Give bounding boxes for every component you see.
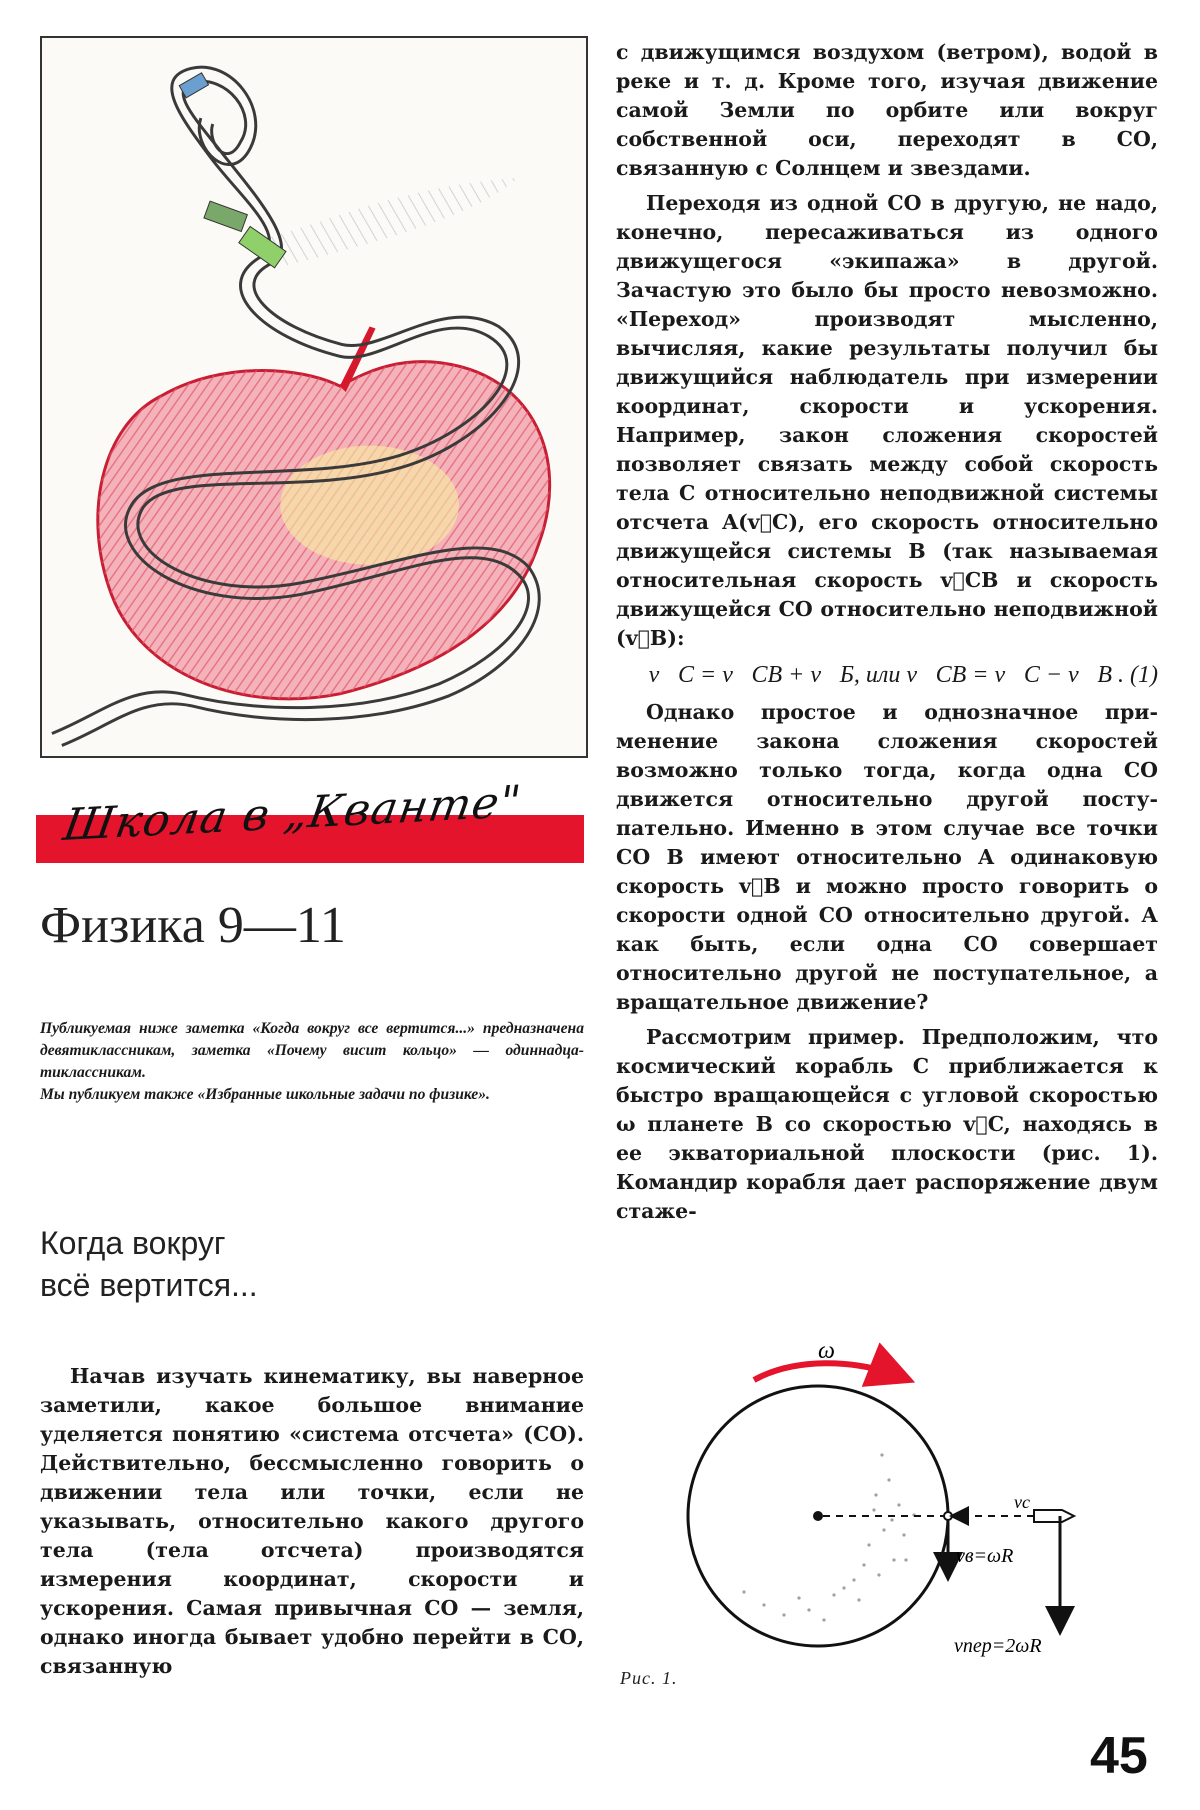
omega-label: ω xyxy=(818,1338,835,1364)
article-title-line-1: Когда вокруг xyxy=(40,1225,226,1261)
intro-paragraph-2: Мы публикуем также «Избранные школьные задачи по физике». xyxy=(40,1086,490,1103)
right-paragraph-2: Переходя из одной СО в другую, не надо, конечно, пересаживаться из одного движущегося «экипажа» в другой. Зачастую это было бы просто невозможно. «Переход» производят мысленно, вычисляя, какие результаты получил бы движущийся наблюдатель при измерении координат, скорости и ускорения. Например, закон сложения скоростей позволяет связать между собой скорость тела C относительно неподвижной системы отсчета A(v⃗C), его скорость относительно движущейся системы B (так называемая относительная скорость v⃗CB и скорость движущейся СО относительно неподвижной (v⃗B): xyxy=(616,191,1158,650)
vc-label: vc xyxy=(1014,1492,1030,1512)
left-paragraph-1: Начав изучать кинематику, вы наверное заметили, какое большое внимание уделяется понятию «система отсчета» (СО). Действительно, бессмысленно говорить о движении тела или точки, если не указывать, относительно какого другого тела (тела отсчета) производятся измерения координат, скорости и ускорения. Самая привычная СО — земля, однако иногда бывает удобно перейти в СО, связанную xyxy=(40,1364,584,1678)
velocity-addition-formula: v⃗C = v⃗CB + v⃗Б, или v⃗CB = v⃗C − v⃗B . (1) xyxy=(648,662,1158,688)
left-column xyxy=(40,1356,584,1681)
intro-note xyxy=(40,1018,584,1106)
rubric-title: Школа в „Кванте" xyxy=(59,776,525,851)
vper-label: vпер=2ωR xyxy=(954,1635,1042,1657)
rotation-arrow xyxy=(754,1363,904,1380)
right-paragraph-3: Однако простое и однозначное применение закона сложения скоростей возможно только тогда, когда одна СО движется относительно другой поступательно. Именно в этом случае все точки СО B имеют относительно A одинаковую скорость v⃗B и можно просто говорить о скорости одной СО относительно другой. А как быть, если одна СО совершает относительно другой не поступательное, а вращательное движение? xyxy=(616,700,1158,1014)
article-title-line-2: всё вертится... xyxy=(40,1267,258,1303)
smoke-shape xyxy=(270,178,518,267)
section-title: Физика 9—11 xyxy=(40,897,346,954)
spaceship-icon xyxy=(1034,1510,1074,1522)
vb-label: vв=ωR xyxy=(956,1545,1014,1567)
article-title xyxy=(40,1222,580,1306)
figure-1 xyxy=(614,1330,1174,1720)
right-paragraph-1: с движущимся воздухом (ветром), водой в реке и т. д. Кроме того, изучая движение самой Земли по орбите или вокруг собственной оси, переходят в СО, связанную с Солнцем и звездами. xyxy=(616,40,1158,180)
figure-1-diagram xyxy=(614,1330,1174,1720)
equator-point xyxy=(944,1512,952,1520)
intro-paragraph-1: Публикуемая ниже заметка «Когда вокруг все вертится...» предназначена девятиклассникам, заметка «Почему висит кольцо» — одиннадцатиклассникам. xyxy=(40,1020,584,1081)
apple-drawing xyxy=(42,38,586,756)
planet-center xyxy=(813,1511,823,1521)
apple-track-illustration xyxy=(40,36,588,758)
planet-shading xyxy=(742,1453,915,1621)
right-column xyxy=(616,38,1158,1226)
figure-caption: Рис. 1. xyxy=(620,1668,678,1688)
page-number: 45 xyxy=(1090,1727,1148,1785)
right-paragraph-4: Рассмотрим пример. Предположим, что космический корабль C приближается к быстро вращающейся с угловой скоростью ω планете B со скоростью v⃗C, находясь в ее экваториальной плоскости (рис. 1). Командир корабля дает распоряжение двум стаже- xyxy=(616,1025,1158,1223)
